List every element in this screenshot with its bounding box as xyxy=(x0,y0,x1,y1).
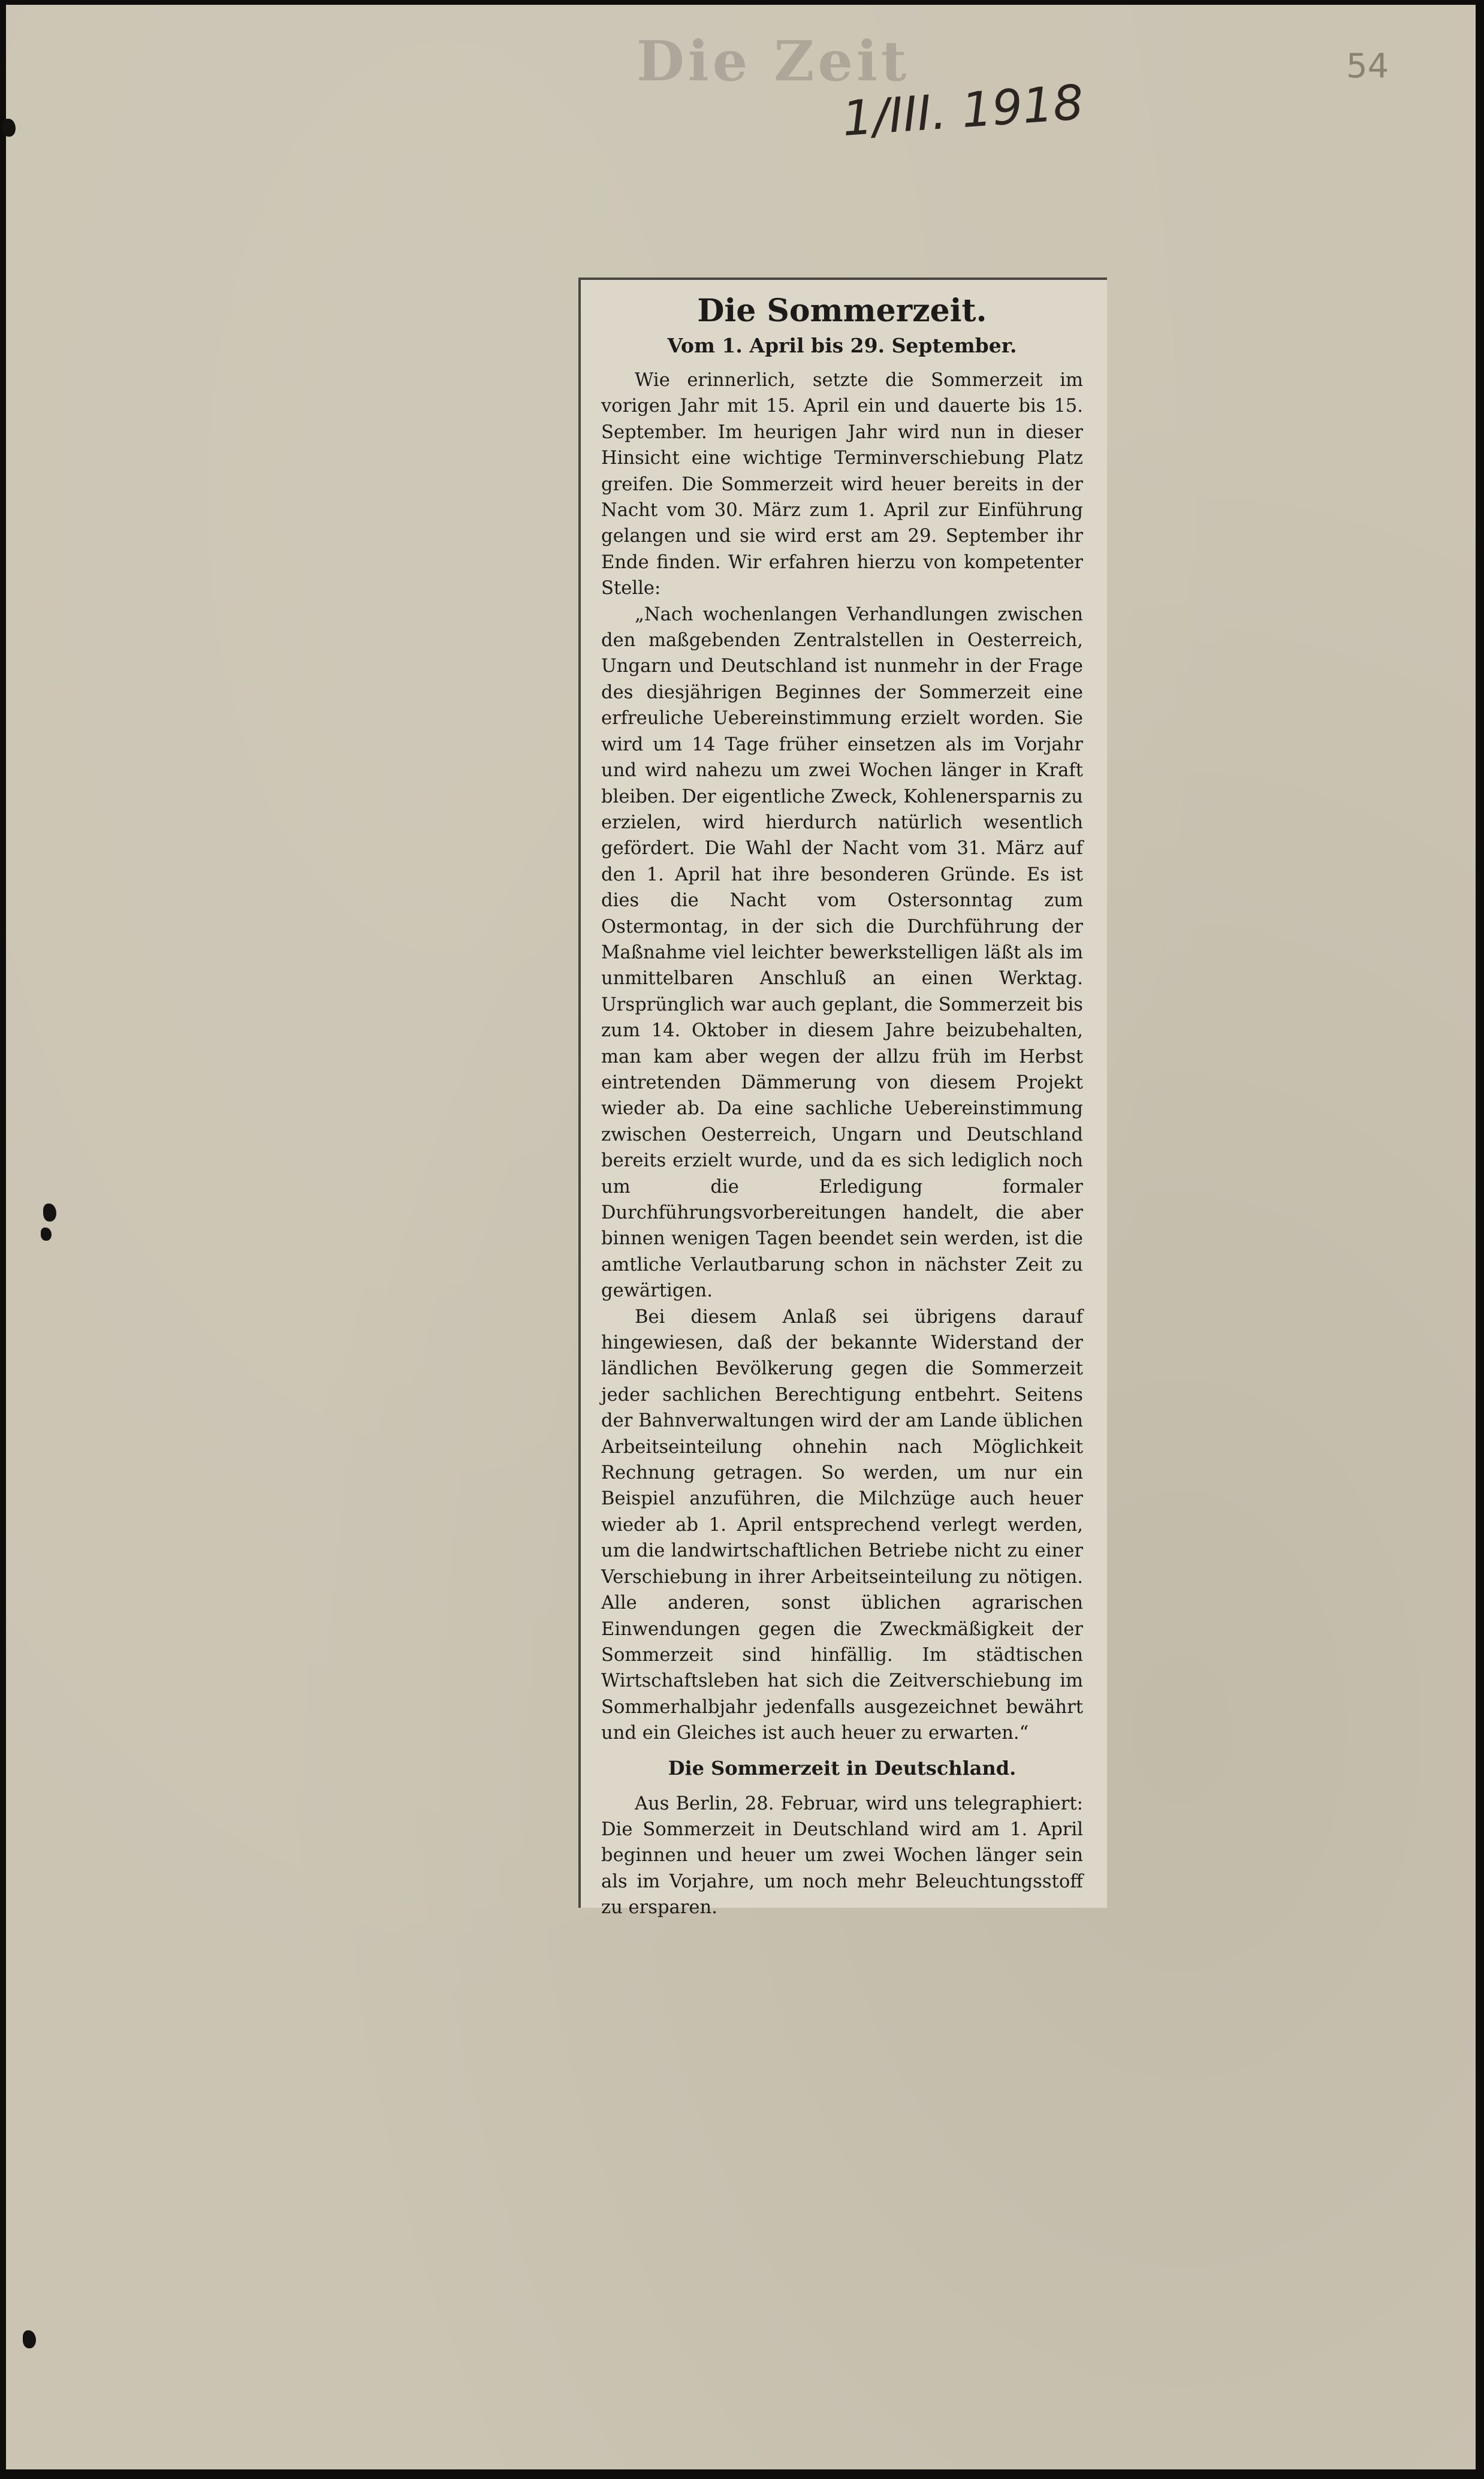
section-heading: Die Sommerzeit in Deutschland. xyxy=(668,1756,1017,1780)
article-paragraph-final: Aus Berlin, 28. Februar, wird uns telegraphiert: Die Sommerzeit in Deutschland wird am 1. April beginnen und heuer um zwei Wochen länger sein als im Vorjahre, um noch mehr Beleuchtungsstoff zu ersparen. xyxy=(601,1793,1083,1919)
binding-hole-middle-lower xyxy=(41,1228,52,1241)
article-title: Die Sommerzeit. xyxy=(697,292,987,329)
article-paragraph: „Nach wochenlangen Verhandlungen zwischen den maßgebenden Zentralstellen in Oesterreich, Ungarn und Deutschland ist nunmehr in der Frage des diesjährigen Beginnes der Sommerzeit eine erfreuliche Uebereinstimmung erzielt worden. Sie wird um 14 Tage früher einsetzen als im Vorjahr und wird nahezu um zwei Wochen länger in Kraft bleiben. Der eigentliche Zweck, Kohlenersparnis zu erzielen, wird hierdurch natürlich wesentlich gefördert. Die Wahl der Nacht vom 31. März auf den 1. April hat ihre besonderen Gründe. Es ist dies die Nacht vom Ostersonntag zum Ostermontag, in der sich die Durchführung der Maßnahme viel leichter bewerkstelligen läßt als im unmittelbaren Anschluß an einen Werktag. Ursprünglich war auch geplant, die Sommerzeit bis zum 14. Oktober in diesem Jahre beizubehalten, man kam aber wegen der allzu früh im Herbst eintretenden Dämmerung von diesem Projekt wieder ab. Da eine sachliche Uebereinstimmung zwischen Oesterreich, Ungarn und Deutschland bereits erzielt wurde, und da es sich lediglich noch um die Erledigung formaler Durchführungsvorbereitungen handelt, die aber binnen wenigen Tagen beendet sein werden, ist die amtliche Verlautbarung schon in nächster Zeit zu gewärtigen. xyxy=(601,604,1083,1302)
article-subtitle: Vom 1. April bis 29. September. xyxy=(667,334,1017,357)
binding-hole-bottom xyxy=(23,2330,36,2348)
binding-hole-top xyxy=(2,119,16,137)
newspaper-stamp: Die Zeit xyxy=(637,29,910,94)
article-paragraph: Wie erinnerlich, setzte die Sommerzeit im vorigen Jahr mit 15. April ein und dauerte bis 15. September. Im heurigen Jahr wird nun in dieser Hinsicht eine wichtige Terminverschiebung Platz greifen. Die Sommerzeit wird heuer bereits in der Nacht vom 30. März zum 1. April zur Einführung gelangen und sie wird erst am 29. September ihr Ende finden. Wir erfahren hierzu von kompetenter Stelle: xyxy=(601,370,1083,599)
handwritten-date: 1/III. 1918 xyxy=(840,74,1085,147)
binding-hole-middle xyxy=(43,1204,56,1222)
archive-sheet xyxy=(6,5,1476,2469)
article-paragraph: Bei diesem Anlaß sei übrigens darauf hingewiesen, daß der bekannte Widerstand der ländlichen Bevölkerung gegen die Sommerzeit jeder sachlichen Berechtigung entbehrt. Seitens der Bahnverwaltungen wird der am Lande üblichen Arbeitseinteilung ohnehin nach Möglichkeit Rechnung getragen. So werden, um nur ein Beispiel anzuführen, die Milchzüge auch heuer wieder ab 1. April entsprechend verlegt werden, um die landwirtschaftlichen Betriebe nicht zu einer Verschiebung in ihrer Arbeitseinteilung zu nötigen. Alle anderen, sonst üblichen agrarischen Einwendungen gegen die Zweckmäßigkeit der Sommerzeit sind hinfällig. Im städtischen Wirtschaftsleben hat sich die Zeitverschiebung im Sommerhalbjahr jedenfalls ausgezeichnet bewährt und ein Gleiches ist auch heuer zu erwarten.“ xyxy=(601,1306,1083,1744)
page-number: 54 xyxy=(1346,47,1389,86)
newspaper-clipping xyxy=(578,278,1107,1919)
